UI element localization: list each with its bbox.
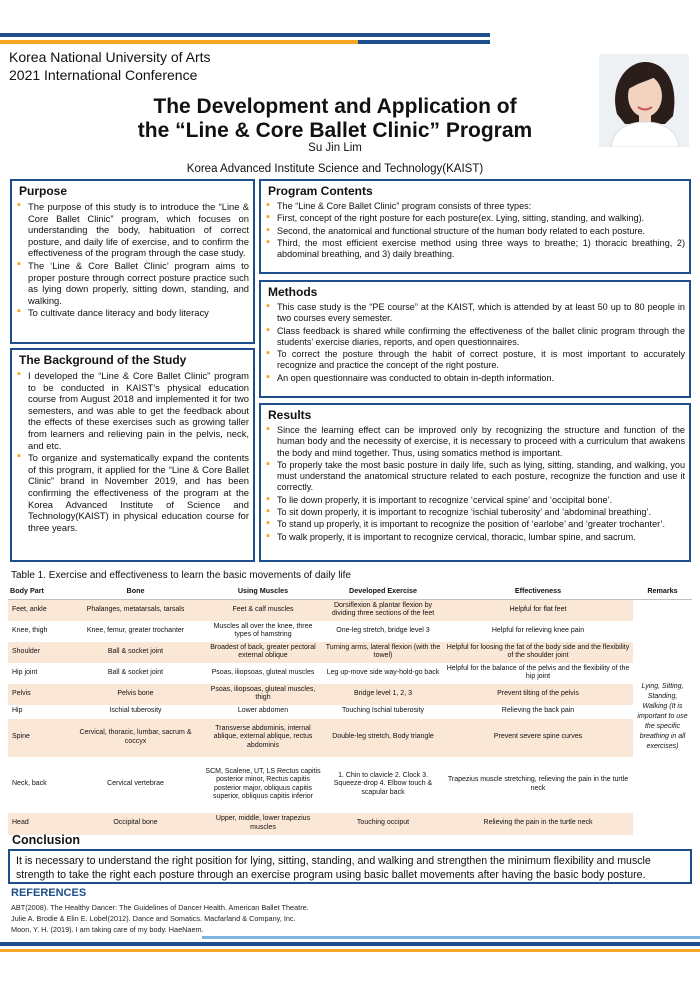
results-section	[259, 403, 691, 562]
cell-muscles: Muscles all over the knee, three types of hamstring	[203, 621, 323, 642]
table-header: Using Muscles	[203, 582, 323, 600]
conclusion-title: Conclusion	[12, 833, 81, 847]
cell-body-part: Head	[8, 813, 68, 835]
background-section	[10, 348, 255, 562]
purpose-section	[10, 179, 255, 344]
table-row	[8, 719, 692, 757]
poster-title	[60, 95, 610, 143]
table-header: Bone	[68, 582, 203, 600]
methods-item: ▪ An open questionnaire was conducted to obtain in-depth information.	[265, 373, 685, 384]
cell-bone: Phalanges, metatarsals, tarsals	[68, 600, 203, 621]
cell-body-part: Knee, thigh	[8, 621, 68, 642]
cell-effect: Helpful for relieving knee pain	[443, 621, 633, 642]
results-item: ▪ Since the learning effect can be improved only by recognizing the structure and function of the human body and the necessity of exercise, it is necessary to proceed with a curriculum that awakens the body and mind together. Thus, using somatics method is important.	[265, 425, 685, 459]
cell-muscles: Psoas, iliopsoas, gluteal muscles	[203, 663, 323, 684]
exercise-table	[8, 582, 692, 835]
table-caption: Table 1. Exercise and effectiveness to learn the basic movements of daily life	[11, 570, 351, 581]
table-row	[8, 684, 692, 705]
cell-exercise: Turning arms, lateral flexion (with the towel)	[323, 642, 443, 663]
cell-body-part: Pelvis	[8, 684, 68, 705]
cell-body-part: Hip	[8, 705, 68, 719]
references-list	[11, 902, 309, 935]
top-stripe-navy-2	[358, 40, 490, 44]
program-item: ▪ Second, the anatomical and functional structure of the human body related to each posture.	[265, 226, 685, 237]
cell-bone: Ball & socket joint	[68, 663, 203, 684]
cell-exercise: 1. Chin to clavicle 2. Clock 3. Squeeze-drop 4. Elbow touch & scapular back	[323, 757, 443, 813]
background-title: The Background of the Study	[19, 353, 187, 367]
cell-effect: Relieving the pain in the turtle neck	[443, 813, 633, 835]
cell-muscles: Lower abdomen	[203, 705, 323, 719]
cell-remarks: Lying, Sitting, Standing, Walking (It is important to use the specific breathing in all exercises)	[633, 600, 692, 835]
purpose-item: ▪ The purpose of this study is to introduce the “Line & Core Ballet Clinic” program, which focuses on understanding the body, habituation of correct posture, and daily life of exercise, and to confirm the effectiveness of the program through the case study.	[16, 201, 249, 259]
table-header: Developed Exercise	[323, 582, 443, 600]
cell-exercise: Touching Ischial tuberosity	[323, 705, 443, 719]
results-item: ▪ To properly take the most basic posture in daily life, such as lying, sitting, standing, and walking, you must understand the anatomical structure related to each posture, recognize the function and use it correctly.	[265, 460, 685, 494]
methods-section	[259, 280, 691, 398]
cell-exercise: Leg up-move side way-hold-go back	[323, 663, 443, 684]
table-row	[8, 757, 692, 813]
conclusion-text: It is necessary to understand the right position for lying, sitting, standing, and walking and strengthen the minimum flexibility and muscle strength to take the right each posture through an exercise program using basic ballet movements after having the basic body posture.	[16, 855, 651, 881]
cell-body-part: Spine	[8, 719, 68, 757]
cell-exercise: Bridge level 1, 2, 3	[323, 684, 443, 705]
cell-bone: Knee, femur, greater trochanter	[68, 621, 203, 642]
program-item: ▪ Third, the most efficient exercise method using three ways to breathe; 1) thoracic breathing, 2) abdominal breathing, and 3) daily breathing.	[265, 238, 685, 261]
table-row	[8, 600, 692, 621]
cell-effect: Trapezius muscle stretching, relieving the pain in the turtle neck	[443, 757, 633, 813]
cell-exercise: Dorsiflexion & plantar flexion by dividing three sections of the feet	[323, 600, 443, 621]
reference-item: Julie A. Brodie & Elin E. Lobel(2012). Dance and Somatics. Macfarland & Company, Inc.	[11, 914, 296, 923]
bottom-stripe-orange	[0, 949, 700, 952]
bottom-stripe-navy	[0, 942, 700, 946]
table-row	[8, 621, 692, 642]
table-row	[8, 813, 692, 835]
institution-name: Korea National University of Arts	[9, 49, 211, 65]
cell-bone: Ball & socket joint	[68, 642, 203, 663]
conference-name: 2021 International Conference	[9, 67, 198, 83]
cell-effect: Helpful for flat feet	[443, 600, 633, 621]
author-portrait-icon	[599, 54, 689, 147]
cell-body-part: Neck, back	[8, 757, 68, 813]
cell-bone: Cervical vertebrae	[68, 757, 203, 813]
methods-item: ▪ This case study is the “PE course” at the KAIST, which is attended by at least 50 up to 80 people in two courses every semester.	[265, 302, 685, 325]
cell-exercise: One-leg stretch, bridge level 3	[323, 621, 443, 642]
cell-bone: Pelvis bone	[68, 684, 203, 705]
cell-effect: Prevent severe spine curves	[443, 719, 633, 757]
table-header: Remarks	[633, 582, 692, 600]
cell-muscles: Broadest of back, greater pectoral external oblique	[203, 642, 323, 663]
cell-body-part: Shoulder	[8, 642, 68, 663]
table-row	[8, 663, 692, 684]
reference-item: Moon, Y. H. (2019). I am taking care of my body. HaeNaem.	[11, 925, 204, 934]
cell-muscles: Upper, middle, lower trapezius muscles	[203, 813, 323, 835]
cell-bone: Cervical, thoracic, lumbar, sacrum & coccyx	[68, 719, 203, 757]
purpose-title: Purpose	[19, 184, 68, 198]
cell-muscles: Feet & calf muscles	[203, 600, 323, 621]
program-contents-title: Program Contents	[268, 184, 373, 198]
program-item: ▪ The “Line & Core Ballet Clinic” program consists of three types:	[265, 201, 685, 212]
cell-exercise: Double-leg stretch, Body triangle	[323, 719, 443, 757]
table-row	[8, 642, 692, 663]
cell-exercise: Touching occiput	[323, 813, 443, 835]
conclusion-box	[8, 849, 692, 884]
purpose-item: ▪ The ‘Line & Core Ballet Clinic’ program aims to proper posture through correct posture practice such as lying down properly, sitting down, standing, and walking.	[16, 260, 249, 306]
title-line-2: the “Line & Core Ballet Clinic” Program	[137, 119, 533, 142]
program-item: ▪ First, concept of the right posture for each posture(ex. Lying, sitting, standing, and walking).	[265, 213, 685, 224]
cell-effect: Relieving the back pain	[443, 705, 633, 719]
cell-muscles: SCM, Scalene, UT, LS Rectus capitis posterior minor, Rectus capitis posterior major, obliquus capitis superior, obliquus capitis inferior	[203, 757, 323, 813]
bottom-stripe-light	[202, 936, 700, 939]
table-header-row	[8, 582, 692, 600]
purpose-item: ▪ To cultivate dance literacy and body literacy	[16, 307, 249, 319]
results-item: ▪ To sit down properly, it is important to recognize ‘ischial tuberosity’ and ‘abdominal breathing’.	[265, 507, 685, 518]
author-name: Su Jin Lim	[308, 142, 362, 154]
methods-item: ▪ To correct the posture through the habit of correct posture, it is most important to accurately recognize and practice the concept of the right posture.	[265, 349, 685, 372]
cell-bone: Occipital bone	[68, 813, 203, 835]
cell-bone: Ischial tuberosity	[68, 705, 203, 719]
cell-muscles: Psoas, iliopsoas, gluteal muscles, thigh	[203, 684, 323, 705]
title-line-1: The Development and Application of	[153, 95, 517, 118]
results-item: ▪ To lie down properly, it is important to recognize ‘cervical spine’ and ‘occipital bone’.	[265, 495, 685, 506]
top-stripe-orange	[0, 40, 358, 44]
program-contents-section	[259, 179, 691, 274]
background-item: ▪ I developed the “Line & Core Ballet Clinic” program to be conducted in KAIST’s physical education course from August 2018 and implemented it for two semesters, and was able to get the feedback about the effects of these exercises such as growing taller from learners and relieving pain in the pelvis, neck, and etc.	[16, 370, 249, 451]
top-stripe-navy	[0, 33, 490, 37]
cell-effect: Helpful for the balance of the pelvis and the flexibility of the hip joint	[443, 663, 633, 684]
methods-item: ▪ Class feedback is shared while confirming the effectiveness of the ballet clinic program through the students’ exercise diaries, reports, and open questionnaires.	[265, 326, 685, 349]
author-affiliation: Korea Advanced Institute Science and Technology(KAIST)	[186, 163, 484, 175]
cell-effect: Prevent tilting of the pelvis	[443, 684, 633, 705]
table-row	[8, 705, 692, 719]
reference-item: ABT(2008). The Healthy Dancer: The Guidelines of Dancer Health. American Ballet Theatre.	[11, 903, 309, 912]
author-photo	[599, 54, 689, 147]
results-item: ▪ To walk properly, it is important to recognize cervical, thoracic, lumbar spine, and sacrum.	[265, 532, 685, 543]
cell-effect: Helpful for loosing the fat of the body side and the flexibility of the shoulder joint	[443, 642, 633, 663]
results-item: ▪ To stand up properly, it is important to recognize the position of ‘earlobe’ and ‘greater trochanter’.	[265, 519, 685, 530]
table-header: Body Part	[8, 582, 68, 600]
background-item: ▪ To organize and systematically expand the contents of this program, it applied for the “Line & Core Ballet Clinic” brand in November 2019, and has been confirming the effectiveness of the program at the Korea Advanced Institute of Science and Technology(KAIST) in physical education course for three years.	[16, 452, 249, 533]
results-title: Results	[268, 408, 312, 422]
cell-body-part: Hip joint	[8, 663, 68, 684]
cell-body-part: Feet, ankle	[8, 600, 68, 621]
references-title: REFERENCES	[11, 887, 87, 899]
cell-muscles: Transverse abdominis, internal ablique, external ablique, rectus abdominis	[203, 719, 323, 757]
methods-title: Methods	[268, 285, 318, 299]
table-header: Effectiveness	[443, 582, 633, 600]
institution-block	[9, 48, 211, 84]
